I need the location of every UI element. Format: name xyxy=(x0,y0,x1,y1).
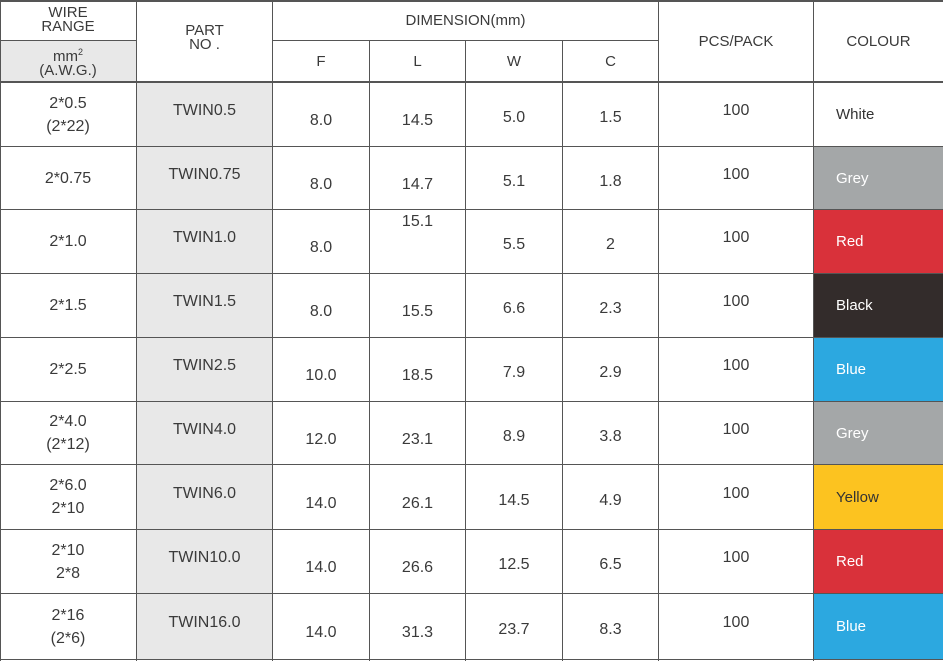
dim-c-cell: 3.8 xyxy=(599,427,622,445)
header-dim-l: L xyxy=(413,52,422,70)
row-border xyxy=(0,593,943,594)
wire-range-cell: 2*1.5 xyxy=(49,297,87,314)
row-border xyxy=(0,401,943,402)
dim-c-cell: 1.5 xyxy=(599,109,622,126)
col-border-6 xyxy=(658,0,659,661)
col-border-5 xyxy=(562,40,563,661)
header-dim-f: F xyxy=(316,52,326,70)
border-header-bottom xyxy=(0,81,943,83)
dim-f-cell: 14.0 xyxy=(305,624,337,641)
header-colour: COLOUR xyxy=(846,33,911,50)
col-border-7 xyxy=(813,0,814,661)
dim-f-cell: 8.0 xyxy=(309,112,333,129)
dim-l-cell: 26.6 xyxy=(401,559,434,576)
dim-l-cell: 14.7 xyxy=(401,175,434,193)
header-wire-unit xyxy=(0,41,136,81)
row-border xyxy=(0,659,943,660)
wire-range-cell: 2*6.0 2*10 xyxy=(49,477,87,517)
dim-f-cell: 8.0 xyxy=(309,175,333,193)
pcs-pack-cell: 100 xyxy=(722,229,750,246)
wire-range-cell: 2*2.5 xyxy=(49,361,87,378)
header-wire-unit-mm xyxy=(53,45,83,64)
colour-cell: Grey xyxy=(814,147,943,209)
col-border-2 xyxy=(272,0,273,661)
row-border xyxy=(0,464,943,465)
part-no-cell: TWIN0.5 xyxy=(137,83,272,146)
dim-w-cell: 12.5 xyxy=(498,556,530,573)
colour-cell: Red xyxy=(814,210,943,273)
row-border xyxy=(0,273,943,274)
header-dim-c: C xyxy=(605,52,616,70)
part-no-cell: TWIN1.0 xyxy=(137,210,272,273)
dim-w-cell: 5.1 xyxy=(502,172,526,190)
header-dimension: DIMENSION(mm) xyxy=(405,12,526,29)
row-border xyxy=(0,337,943,338)
dim-l-cell: 31.3 xyxy=(401,624,434,641)
colour-cell: Red xyxy=(814,530,943,593)
dim-l-cell: 14.5 xyxy=(401,112,434,129)
dim-w-cell: 7.9 xyxy=(502,364,526,381)
header-wire-range: WIRE RANGE xyxy=(41,4,95,35)
row-border xyxy=(0,209,943,210)
row-border xyxy=(0,529,943,530)
border-left xyxy=(0,0,1,661)
wire-range-cell: 2*1.0 xyxy=(49,233,87,250)
part-no-cell: TWIN2.5 xyxy=(137,338,272,401)
dim-w-cell: 5.0 xyxy=(502,109,526,126)
colour-cell: Yellow xyxy=(814,465,943,529)
header-dim-w: W xyxy=(506,52,522,70)
part-no-cell: TWIN0.75 xyxy=(137,147,272,209)
colour-cell: Blue xyxy=(814,594,943,659)
part-no-cell: TWIN4.0 xyxy=(137,402,272,464)
dim-f-cell: 8.0 xyxy=(309,239,333,256)
dim-l-cell: 26.1 xyxy=(401,494,434,512)
wire-range-cell: 2*0.5 (2*22) xyxy=(46,94,90,135)
colour-cell: Grey xyxy=(814,402,943,464)
pcs-pack-cell: 100 xyxy=(722,614,750,631)
wire-range-cell: 2*10 2*8 xyxy=(51,541,85,582)
dim-l-cell: 23.1 xyxy=(401,430,434,448)
header-part-no: PART NO . xyxy=(185,22,224,53)
header-pcs-pack: PCS/PACK xyxy=(698,33,774,50)
wire-range-cell: 2*16 (2*6) xyxy=(50,606,86,647)
pcs-pack-cell: 100 xyxy=(722,357,750,374)
dim-l-cell: 15.5 xyxy=(401,303,434,320)
border-top xyxy=(0,0,943,2)
pcs-pack-cell: 100 xyxy=(722,420,750,438)
dim-f-cell: 8.0 xyxy=(309,303,333,320)
dim-w-cell: 14.5 xyxy=(498,491,530,509)
dim-f-cell: 14.0 xyxy=(305,494,337,512)
dim-f-cell: 14.0 xyxy=(305,559,337,576)
dim-c-cell: 2 xyxy=(606,236,615,253)
dim-c-cell: 2.9 xyxy=(599,364,622,381)
border-header-mid-left xyxy=(0,40,136,41)
pcs-pack-cell: 100 xyxy=(722,293,750,310)
pcs-pack-cell: 100 xyxy=(722,165,750,183)
dim-w-cell: 23.7 xyxy=(498,621,530,638)
pcs-pack-cell: 100 xyxy=(722,484,750,502)
dim-w-cell: 6.6 xyxy=(502,300,526,317)
unit-mm-text: mm xyxy=(52,47,78,65)
col-border-4 xyxy=(465,40,466,661)
pcs-pack-cell: 100 xyxy=(722,549,750,566)
dim-l-cell: 18.5 xyxy=(401,367,434,384)
wire-range-cell: 2*0.75 xyxy=(44,169,92,187)
dim-c-cell: 2.3 xyxy=(599,300,622,317)
pcs-pack-cell: 100 xyxy=(722,102,750,119)
dim-c-cell: 4.9 xyxy=(599,491,622,509)
dim-c-cell: 1.8 xyxy=(599,172,622,190)
row-border xyxy=(0,146,943,147)
dim-w-cell: 8.9 xyxy=(502,427,526,445)
dim-l-cell: 15.1 xyxy=(401,213,434,230)
dim-c-cell: 8.3 xyxy=(599,621,622,638)
colour-cell: White xyxy=(814,83,943,146)
part-no-cell: TWIN16.0 xyxy=(137,594,272,659)
dim-c-cell: 6.5 xyxy=(599,556,622,573)
wire-range-cell: 2*4.0 (2*12) xyxy=(46,413,90,453)
dim-w-cell: 5.5 xyxy=(502,236,526,253)
dim-f-cell: 10.0 xyxy=(305,367,337,384)
dim-f-cell: 12.0 xyxy=(305,430,337,448)
col-border-3 xyxy=(369,40,370,661)
col-border-1 xyxy=(136,0,137,661)
part-no-cell: TWIN1.5 xyxy=(137,274,272,337)
header-wire-unit-awg: (A.W.G.) xyxy=(39,61,97,79)
unit-superscript: 2 xyxy=(77,46,83,57)
colour-cell: Black xyxy=(814,274,943,337)
part-no-cell: TWIN6.0 xyxy=(137,465,272,529)
colour-cell: Blue xyxy=(814,338,943,401)
part-no-cell: TWIN10.0 xyxy=(137,530,272,593)
